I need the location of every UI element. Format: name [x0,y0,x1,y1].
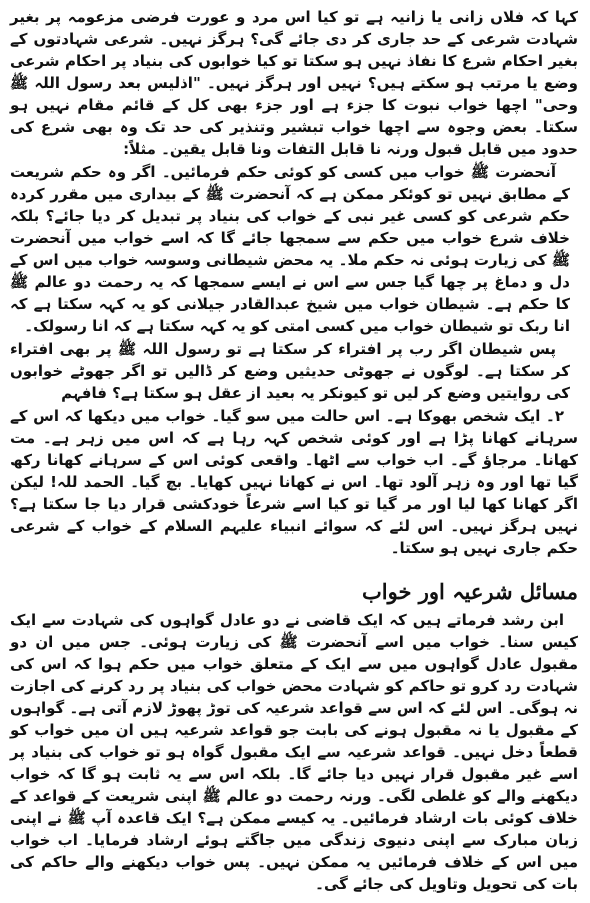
paragraph-satan-lie: پس شیطان اگر رب پر افتراء کر سکتا ہے تو رسول اللہ ﷺ پر بھی افتراء کر سکتا ہے۔ لوگوں نے جھوٹی حدیثیں وضع کر ڈالیں تو اگر جھوٹے خوابوں کی روایتیں وضع کر لیں تو کیونکر یہ بعید از عقل ہو سکتا ہے؟ فافہم [10,340,570,402]
section-heading: مسائل شرعیہ اور خواب [362,579,578,604]
paragraph-ibn-rushd: ابن رشد فرماتے ہیں کہ ایک قاضی نے دو عادل گواہوں کی شہادت سے ایک کیس سنا۔ خواب میں اسے آنحضرت ﷺ کی زیارت ہوئی۔ جس میں ان دو مقبول عادل گواہوں میں سے ایک کے متعلق خواب میں حکم ہوا کہ اس کی شہادت رد کرو تو حاکم کو شہادت محض خواب کی بنیاد پر رد کرنے کی اجازت نہ ہوگی۔ اس لئے کہ اس سے قواعد شرعیہ کی توڑ پھوڑ لازم آتی ہے۔ گواہوں کے مقبول یا نہ مقبول ہونے کی بابت جو قواعد شرعیہ ہیں ان میں خواب کو قطعاً دخل نہیں۔ قواعد شرعیہ سے ایک مقبول گواہ ہو تو خواب کی بنیاد پر اسے غیر مقبول قرار نہیں دیا جائے گا۔ بلکہ اس سے یہ ثابت ہو گا کہ خواب دیکھنے والے کو غلطی لگی۔ ورنہ رحمت دو عالم ﷺ اپنی شریعت کے قواعد کے خلاف کوئی بات ارشاد فرمائیں۔ یہ کیسے ممکن ہے؟ ایک قاعدہ آپ ﷺ نے اپنی زبان مبارک سے اپنی دنیوی زندگی میں جاگتے ہوئے ارشاد فرمایا۔ اب خواب میں اس کے خلاف فرمائیں یہ ممکن نہیں۔ پس خواب دیکھنے والے حاکم کی بات کی تحویل وتاویل کی جائے گی۔ [10,611,578,893]
paragraph-example-two: ۲۔ ایک شخص بھوکا ہے۔ اس حالت میں سو گیا۔ خواب میں دیکھا کہ اس کے سرہانے کھانا پڑا ہے اور کوئی شخص کہہ رہا ہے کہ اس میں زہر ہے۔ مت کھانا۔ مرجاؤ گے۔ اب خواب سے اٹھا۔ واقعی کوئی اس کے سرہانے کھانا رکھ گیا تھا اور وہ زہر آلود تھا۔ اس نے کھانا نہیں کھایا۔ بچ گیا۔ الحمد للہ! لیکن اگر کھانا کھا لیا اور مر گیا تو کیا اسے شرعاً خودکشی قرار دیا جا سکتا ہے؟ نہیں ہرگز نہیں۔ اس لئے کہ سوائے انبیاء علیہم السلام کے خواب کے شرعی حکم جاری نہیں ہو سکتا۔ [10,407,578,557]
paragraph-example-one: آنحضرت ﷺ خواب میں کسی کو کوئی حکم فرمائیں۔ اگر وہ حکم شریعت کے مطابق نہیں تو کوئکر ممکن ہے کہ آنحضرت ﷺ کے بیداری میں مقرر کردہ حکم شرعی کو کسی غیر نبی کے خواب کی بنیاد پر تبدیل کر دیا جائے؟ بلکہ خلاف شرع خواب میں حکم سے سمجھا جائے گا کہ اسے خواب میں آنحضرت ﷺ کی زیارت ہوئی نہ حکم ملا۔ یہ محض شیطانی وسوسہ خواب میں اس کے دل و دماغ پر چھا گیا جس سے اس نے ایسے سمجھا کہ یہ رحمت دو عالم ﷺ کا حکم ہے۔ شیطان خواب میں شیخ عبدالقادر جیلانی کو یہ کہہ سکتا ہے کہ انا ربک تو شیطان خواب میں کسی امتی کو یہ کہہ سکتا ہے کہ انا رسولک۔ [10,163,570,335]
paragraph-intro: کہا کہ فلاں زانی یا زانیہ ہے تو کیا اس مرد و عورت فرضی مزعومہ پر بغیر شہادت شرعی کے حد جاری کر دی جائے گی؟ ہرگز نہیں۔ شرعی شہادتوں کے بغیر احکام شرع کا نفاذ نہیں ہو سکتا تو کیا خوابوں کی بنیاد پر احکام شرعی وضع یا مرتب ہو سکتے ہیں؟ نہیں اور ہرگز نہیں۔ "اذلیس بعد رسول اللہ ﷺ وحی" اچھا خواب نبوت کا جزء ہے اور جزء بھی کل کے قائم مقام نہیں ہو سکتا۔ بعض وجوہ سے اچھا خواب تبشیر وتنذیر کی حد تک وہ بھی شرع کی حدود میں قابل قبول ورنہ نا قابل التفات ونا قابل یقین۔ مثلاً: [10,8,578,158]
